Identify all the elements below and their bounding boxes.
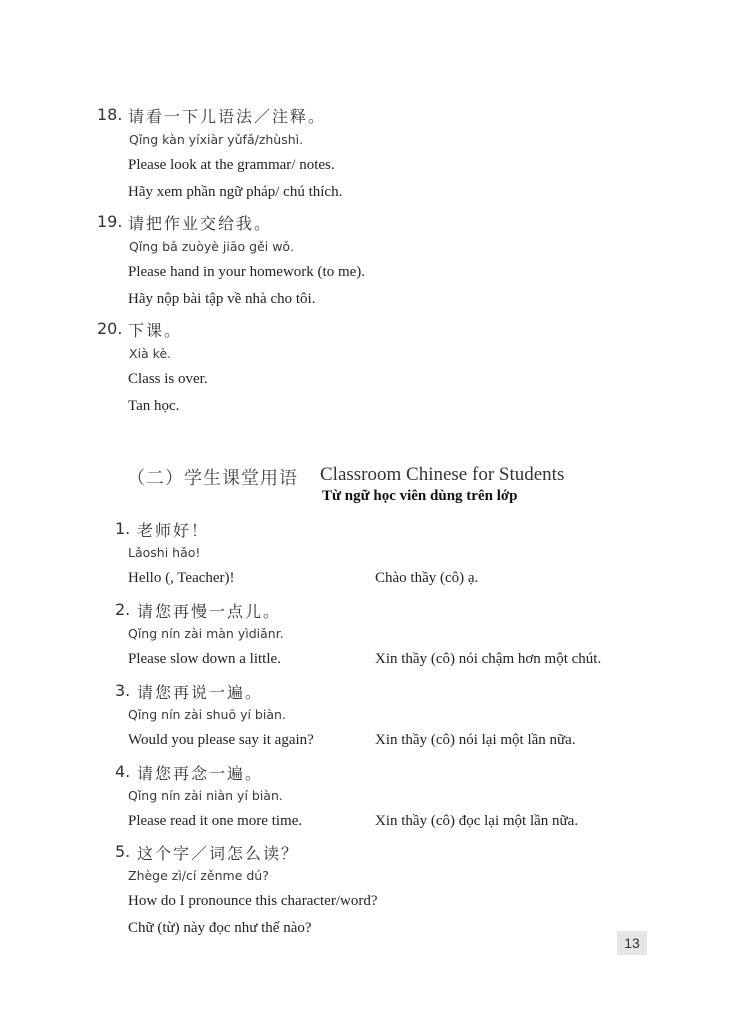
vietnamese-text: Xin thầy (cô) nói lại một lần nữa. [375,732,576,748]
pinyin-text: Lǎoshi hǎo! [128,545,201,560]
item-number: 20. [97,319,123,338]
english-text: Please look at the grammar/ notes. [128,157,335,173]
item-number: 4. [115,762,131,781]
section-title-english: Classroom Chinese for Students [320,464,565,485]
item-number: 19. [97,212,123,231]
vietnamese-text: Hãy xem phần ngữ pháp/ chú thích. [128,184,343,200]
vietnamese-text: Tan học. [128,398,180,414]
chinese-text: 请看一下儿语法／注释。 [128,107,327,126]
section-title-vietnamese: Từ ngữ học viên dùng trên lớp [322,488,518,504]
pinyin-text: Qǐng bǎ zuòyè jiāo gěi wǒ. [129,239,295,254]
pinyin-text: Xià kè. [129,346,172,361]
chinese-text: 请您再慢一点儿。 [137,602,282,621]
chinese-text: 这个字／词怎么读？ [137,844,300,863]
english-text: Would you please say it again? [128,732,314,748]
item-number: 2. [115,600,131,619]
pinyin-text: Qǐng kàn yíxiàr yǔfǎ/zhùshì. [129,132,304,147]
pinyin-text: Zhège zì/cí zěnme dú? [128,868,269,883]
vietnamese-text: Chữ (từ) này đọc như thế nào? [128,920,312,936]
pinyin-text: Qǐng nín zài màn yìdiǎnr. [128,626,284,641]
chinese-text: 请您再说一遍。 [137,683,264,702]
english-text: Hello (, Teacher)! [128,570,235,586]
english-text: How do I pronounce this character/word? [128,893,378,909]
chinese-text: 请把作业交给我。 [128,214,273,233]
page-number: 13 [617,931,647,955]
english-text: Class is over. [128,371,208,387]
vietnamese-text: Xin thầy (cô) nói chậm hơn một chút. [375,651,602,667]
item-number: 18. [97,105,123,124]
chinese-text: 请您再念一遍。 [137,764,264,783]
vietnamese-text: Chào thầy (cô) ạ. [375,570,479,586]
pinyin-text: Qǐng nín zài shuō yí biàn. [128,707,286,722]
chinese-text: 老师好！ [137,521,210,540]
vietnamese-text: Xin thầy (cô) đọc lại một lần nữa. [375,813,579,829]
item-number: 5. [115,842,131,861]
section-title-chinese: （二）学生课堂用语 [127,468,298,489]
english-text: Please slow down a little. [128,651,281,667]
chinese-text: 下课。 [128,321,183,340]
item-number: 1. [115,519,131,538]
item-number: 3. [115,681,131,700]
pinyin-text: Qǐng nín zài niàn yí biàn. [128,788,283,803]
english-text: Please read it one more time. [128,813,303,829]
english-text: Please hand in your homework (to me). [128,264,366,280]
vietnamese-text: Hãy nộp bài tập về nhà cho tôi. [128,291,316,307]
